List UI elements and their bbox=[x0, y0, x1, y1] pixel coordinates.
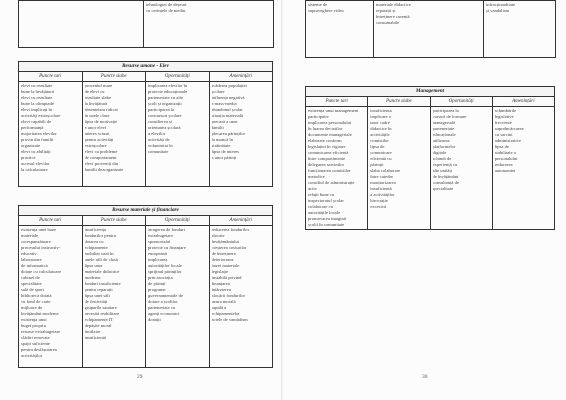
text-line: insuficientă bbox=[370, 186, 392, 191]
text-line: eficientă cu bbox=[370, 156, 392, 161]
text-line: excesivă bbox=[370, 204, 387, 209]
text-line: consiliul de administrație bbox=[308, 180, 355, 185]
page-number: 29 bbox=[137, 374, 143, 380]
text-line: familii dezorganizate bbox=[84, 167, 124, 172]
text-line: învățământ moderne bbox=[21, 311, 59, 316]
text-line: în unele clase bbox=[84, 113, 110, 118]
text-line: delegarea sarcinilor bbox=[308, 162, 345, 167]
text-line: spații suficiente bbox=[21, 341, 50, 346]
text-line: lipsa unor bbox=[84, 263, 103, 268]
text-line: performanță bbox=[21, 125, 44, 130]
text-line: activitățile bbox=[370, 132, 390, 137]
header-puncte-tari: Puncte tari bbox=[19, 72, 83, 82]
text-line: provin din familii bbox=[21, 137, 54, 142]
text-line: buget propriu bbox=[21, 323, 46, 328]
text-line: elevi implicați în bbox=[21, 107, 53, 112]
text-line: educaționale bbox=[432, 132, 456, 137]
header-puncte-tari: Puncte tari bbox=[306, 97, 368, 107]
text-line: pentru desfășurarea bbox=[21, 347, 57, 352]
cell-amenintari bbox=[209, 226, 273, 368]
text-line: colaborare cu bbox=[308, 204, 333, 209]
right-top-strip bbox=[305, 0, 556, 58]
text-line: agenți economici bbox=[148, 311, 180, 316]
text-line: actele de vandalism bbox=[211, 317, 248, 322]
text-line: scăderea populației bbox=[211, 83, 247, 88]
text-line: școlii în comunitate bbox=[308, 222, 345, 227]
text-line: lipsa de bbox=[494, 144, 509, 149]
text-line: autonomiei bbox=[494, 168, 516, 173]
text-line: între catedre bbox=[370, 174, 394, 179]
text-line: cursuri de formare bbox=[432, 114, 467, 119]
cell-puncte-tari bbox=[19, 82, 83, 187]
text-line: plecarea părinților bbox=[211, 131, 246, 136]
text-line: întârzierea bbox=[211, 287, 231, 292]
cell-puncte-slabe bbox=[368, 107, 430, 230]
text-line: cu cerințele de mediu bbox=[146, 8, 186, 13]
text-line: a unor părinți bbox=[211, 155, 237, 160]
header-amenintari: Amenințări bbox=[492, 97, 554, 107]
text-line: uzura morală bbox=[211, 299, 236, 304]
text-line: prin asociația bbox=[148, 275, 173, 280]
text-line: a activităților bbox=[370, 192, 395, 197]
right-page bbox=[283, 0, 566, 400]
text-line: atragerea de fonduri bbox=[148, 227, 185, 232]
text-line: la muncă în bbox=[211, 137, 233, 142]
text-line: materiale didactice bbox=[376, 2, 411, 7]
text-line: activităților bbox=[21, 353, 43, 358]
text-line: materiale didactice bbox=[84, 269, 120, 274]
text-line: documente manageriale bbox=[308, 132, 352, 137]
text-line: clădiri renovate bbox=[21, 335, 50, 340]
text-line: școlare bbox=[211, 89, 225, 94]
text-line: și vandalism bbox=[486, 8, 510, 13]
table-resurse-materiale bbox=[18, 205, 273, 368]
text-line: alte unități bbox=[432, 168, 453, 173]
text-line: educativ bbox=[21, 251, 37, 256]
text-line: autorităților locale bbox=[148, 263, 182, 268]
text-line: inspectoratul școlar bbox=[308, 198, 344, 203]
text-line: participarea la bbox=[432, 108, 459, 113]
header-puncte-slabe: Puncte slabe bbox=[368, 97, 430, 107]
text-line: insuficiența bbox=[84, 227, 106, 232]
text-line: cu sarcini bbox=[494, 132, 513, 137]
left-top-strip-lines bbox=[146, 2, 271, 14]
text-line: materiale bbox=[21, 233, 39, 238]
text-line: tehnologiei de deșeuri bbox=[146, 2, 187, 7]
section-title: Management bbox=[306, 87, 555, 97]
text-line: de festivități bbox=[84, 299, 108, 304]
header-oportunitati: Oportunități bbox=[430, 97, 492, 107]
text-line: mobilier uzat în bbox=[84, 251, 114, 256]
text-line: alocării fondurilor bbox=[211, 293, 246, 298]
table-management bbox=[305, 86, 555, 230]
header-oportunitati: Oportunități bbox=[146, 216, 210, 226]
text-line: autoritățile locale bbox=[308, 210, 341, 215]
text-line: elaborate conform bbox=[308, 138, 342, 143]
text-line: laboratoare bbox=[21, 257, 42, 262]
cell-puncte-slabe bbox=[82, 226, 146, 368]
text-line: pentru reparații bbox=[84, 287, 113, 292]
text-line: de învățământ bbox=[432, 174, 459, 179]
text-line: legislației în vigoare bbox=[308, 144, 346, 149]
text-line: sprijinul părinților bbox=[148, 269, 182, 274]
text-line: comunicarea eficientă bbox=[308, 150, 349, 155]
text-line: frecvente bbox=[494, 120, 512, 125]
cell-puncte-tari bbox=[19, 226, 83, 368]
text-line: cabinet de bbox=[21, 275, 40, 280]
text-line: dotate cu calculatoare bbox=[21, 269, 62, 274]
text-line: participativ bbox=[308, 114, 329, 119]
page-number: 30 bbox=[422, 374, 428, 380]
text-line: insuficienta bbox=[370, 108, 392, 113]
text-line: străinătate bbox=[211, 143, 231, 148]
text-line: elevi proveniți din bbox=[84, 161, 119, 166]
header-puncte-tari: Puncte tari bbox=[19, 216, 83, 226]
text-line: birocrație bbox=[370, 198, 388, 203]
text-line: proiecte cu finanțare bbox=[148, 245, 186, 250]
text-line: guvernamentale de bbox=[148, 293, 183, 298]
text-line: didactice în bbox=[370, 126, 392, 131]
cell-oportunitati bbox=[146, 226, 210, 368]
text-line: schimbările bbox=[494, 108, 517, 113]
text-line: pentru activități bbox=[84, 137, 114, 142]
text-line: parteneriate cu bbox=[148, 305, 176, 310]
text-line: personalului bbox=[494, 156, 518, 161]
cell-amenintari bbox=[209, 82, 273, 187]
text-line: supraîncărcarea bbox=[494, 126, 524, 131]
text-line: creșterea costurilor bbox=[211, 245, 247, 250]
text-line: proiecte educaționale bbox=[148, 89, 188, 94]
text-line: activități extrașcolare bbox=[21, 113, 61, 118]
section-title: Resurse materiale și financiare bbox=[19, 206, 273, 216]
text-line: deteriorarea bbox=[211, 257, 234, 262]
text-line: donații bbox=[148, 317, 161, 322]
header-oportunitati: Oportunități bbox=[146, 72, 210, 82]
text-line: lipsa de interes bbox=[211, 149, 240, 154]
text-line: metodice bbox=[308, 174, 325, 179]
text-line: interes scăzut bbox=[84, 131, 110, 136]
text-line: procesului instructiv- bbox=[21, 245, 61, 250]
text-line: sisteme de bbox=[308, 2, 328, 7]
section-title: Resurse umane - Elev bbox=[19, 62, 273, 72]
text-line: elevi cu probleme bbox=[84, 149, 118, 154]
text-line: existența unui bbox=[21, 317, 47, 322]
text-line: instabilă privind bbox=[211, 275, 242, 280]
text-line: supraveghere video bbox=[308, 8, 344, 13]
text-line: rapidă a bbox=[211, 305, 227, 310]
text-line: depășite moral bbox=[84, 323, 112, 328]
text-line: legislație bbox=[211, 269, 229, 274]
text-line: lipsa unei săli bbox=[84, 293, 110, 298]
text-line: voluntariat în bbox=[148, 143, 173, 148]
strip-cell-3 bbox=[484, 1, 556, 58]
header-amenintari: Amenințări bbox=[209, 72, 273, 82]
text-line: funcționarea comisiilor bbox=[308, 168, 351, 173]
text-line: comunicare bbox=[370, 150, 392, 155]
text-line: existența unei baze bbox=[21, 227, 56, 232]
text-line: lipsa de bbox=[370, 144, 385, 149]
text-line: a unor elevi bbox=[84, 125, 107, 130]
text-line: resurse extrabugetare bbox=[21, 329, 61, 334]
text-line: bazei materiale bbox=[211, 263, 240, 268]
text-line: școli și organizații bbox=[148, 101, 182, 106]
text-line: consumabile bbox=[376, 20, 400, 25]
text-line: dotare a școlilor bbox=[148, 299, 178, 304]
text-line: între compartimente bbox=[308, 156, 346, 161]
text-line: în luarea deciziilor bbox=[308, 126, 343, 131]
text-line: slaba colaborare bbox=[370, 168, 401, 173]
text-line: administrative bbox=[494, 138, 522, 143]
text-line: specialitate bbox=[432, 186, 454, 191]
text-line: experiență cu bbox=[432, 162, 458, 167]
text-line: consultanță de bbox=[432, 180, 459, 185]
text-line: parteneriate bbox=[432, 126, 455, 131]
table-resurse-umane-elev bbox=[18, 61, 273, 187]
text-line: accesul elevilor bbox=[21, 161, 50, 166]
cell-oportunitati bbox=[430, 107, 492, 230]
text-line: elevi cu rezultate bbox=[21, 83, 53, 88]
text-line: programe bbox=[148, 287, 166, 292]
strip-cell-1 bbox=[306, 1, 374, 58]
text-line: influența negativă bbox=[211, 95, 245, 100]
text-line: parteneriate cu alte bbox=[148, 95, 183, 100]
header-puncte-slabe: Puncte slabe bbox=[82, 72, 146, 82]
text-line: promovarea imaginii bbox=[308, 216, 347, 221]
text-line: insuficientă bbox=[84, 335, 106, 340]
text-line: organizate bbox=[21, 143, 41, 148]
text-line: de comportament bbox=[84, 155, 117, 160]
text-line: platformelor bbox=[432, 144, 456, 149]
text-line: schimb de bbox=[432, 156, 452, 161]
text-line: specialitate bbox=[21, 281, 42, 286]
text-line: digitale bbox=[432, 150, 447, 155]
text-line: grupurile sanitare bbox=[84, 305, 117, 310]
text-line: necesită reabilitare bbox=[84, 311, 120, 316]
text-line: orientarea școlară bbox=[148, 125, 181, 130]
left-top-strip-blank bbox=[19, 1, 144, 48]
text-line: a mass-media bbox=[211, 101, 237, 106]
text-line: utilizarea bbox=[432, 138, 450, 143]
text-line: monitorizarea bbox=[370, 180, 396, 185]
text-line: majoritatea elevilor bbox=[21, 131, 57, 136]
text-line: reparații și bbox=[376, 8, 396, 13]
text-line: la învățătură bbox=[84, 101, 108, 106]
text-line: alocate bbox=[211, 233, 225, 238]
strip-cell-2 bbox=[374, 1, 484, 58]
text-line: reducerea fondurilor bbox=[211, 227, 250, 232]
text-line: întreținere curentă bbox=[376, 14, 410, 19]
text-line: fonduri insuficiente bbox=[84, 281, 121, 286]
left-top-strip-text bbox=[144, 1, 274, 48]
text-line: a elevilor bbox=[148, 131, 166, 136]
text-line: concursuri școlare bbox=[148, 113, 182, 118]
text-line: părinții bbox=[370, 162, 384, 167]
text-line: sponsorizări bbox=[148, 239, 171, 244]
text-line: relații bune cu bbox=[308, 192, 335, 197]
text-line: finanțarea bbox=[211, 281, 230, 286]
text-line: bibliotecă dotată bbox=[21, 293, 52, 298]
text-line: corespunzătoare bbox=[21, 239, 51, 244]
text-line: comisiilor bbox=[370, 138, 389, 143]
text-line: sală de sport bbox=[21, 287, 44, 292]
text-line: activ bbox=[308, 186, 317, 191]
text-line: practice bbox=[21, 155, 36, 160]
header-puncte-slabe: Puncte slabe bbox=[82, 216, 146, 226]
text-line: stabilitate a bbox=[494, 150, 516, 155]
text-line: cu fond de carte bbox=[21, 299, 51, 304]
text-line: implicare a bbox=[370, 114, 391, 119]
text-line: participarea la bbox=[148, 107, 175, 112]
text-line: consilierea și bbox=[148, 119, 173, 124]
text-line: absenteism ridicat bbox=[84, 107, 118, 112]
text-line: abandonul școlar bbox=[211, 107, 243, 112]
text-line: legislative bbox=[494, 114, 514, 119]
text-line: echipamente IT bbox=[84, 317, 114, 322]
text-line: echipamente bbox=[84, 245, 108, 250]
text-line: moderne bbox=[84, 275, 101, 280]
text-line: precară a unor bbox=[211, 119, 238, 124]
text-line: echipamentelor bbox=[211, 311, 240, 316]
text-line: europeană bbox=[148, 251, 167, 256]
text-line: extrabugetare bbox=[148, 233, 173, 238]
text-line: unele săli de clasă bbox=[84, 257, 118, 262]
text-line: infracționalitate bbox=[486, 2, 516, 7]
text-line: unor cadre bbox=[370, 120, 390, 125]
cell-puncte-tari bbox=[306, 107, 368, 230]
text-line: bune la olimpiade bbox=[21, 101, 54, 106]
text-line: situația materială bbox=[211, 113, 244, 118]
text-line: implicarea bbox=[148, 257, 168, 262]
text-line: rezultate slabe bbox=[84, 95, 111, 100]
text-line: învățământului bbox=[211, 239, 240, 244]
text-line: bune la învățătură bbox=[21, 89, 54, 94]
text-line: comunitate bbox=[148, 149, 169, 154]
text-line: managerială bbox=[432, 120, 455, 125]
cell-oportunitati bbox=[146, 82, 210, 187]
text-line: fondurilor pentru bbox=[84, 233, 117, 238]
text-line: elevi capabili de bbox=[21, 119, 52, 124]
text-line: de elevi cu bbox=[84, 89, 105, 94]
cell-puncte-slabe bbox=[82, 82, 146, 187]
text-line: dotarea cu bbox=[84, 239, 104, 244]
text-line: implicarea elevilor în bbox=[148, 83, 188, 88]
left-top-strip bbox=[18, 0, 274, 48]
text-line: de întreținere bbox=[211, 251, 236, 256]
text-line: de informatică bbox=[21, 263, 48, 268]
text-line: activități de bbox=[148, 137, 170, 142]
text-line: de părinți bbox=[148, 281, 166, 286]
text-line: extrașcolare bbox=[84, 143, 107, 148]
header-amenintari: Amenințări bbox=[209, 216, 273, 226]
text-line: la calculatoare bbox=[21, 167, 48, 172]
text-line: existența unui management bbox=[308, 108, 359, 113]
cell-amenintari bbox=[492, 107, 554, 230]
text-line: reducerea bbox=[494, 162, 513, 167]
text-line: încălzire bbox=[84, 329, 101, 334]
text-line: elevi cu rezultate bbox=[21, 95, 53, 100]
text-line: procentul mare bbox=[84, 83, 113, 88]
text-line: mijloace de bbox=[21, 305, 43, 310]
text-line: elevi cu abilități bbox=[21, 149, 51, 154]
text-line: implicarea personalului bbox=[308, 120, 352, 125]
text-line: familii bbox=[211, 125, 224, 130]
text-line: lipsa de motivație bbox=[84, 119, 118, 124]
